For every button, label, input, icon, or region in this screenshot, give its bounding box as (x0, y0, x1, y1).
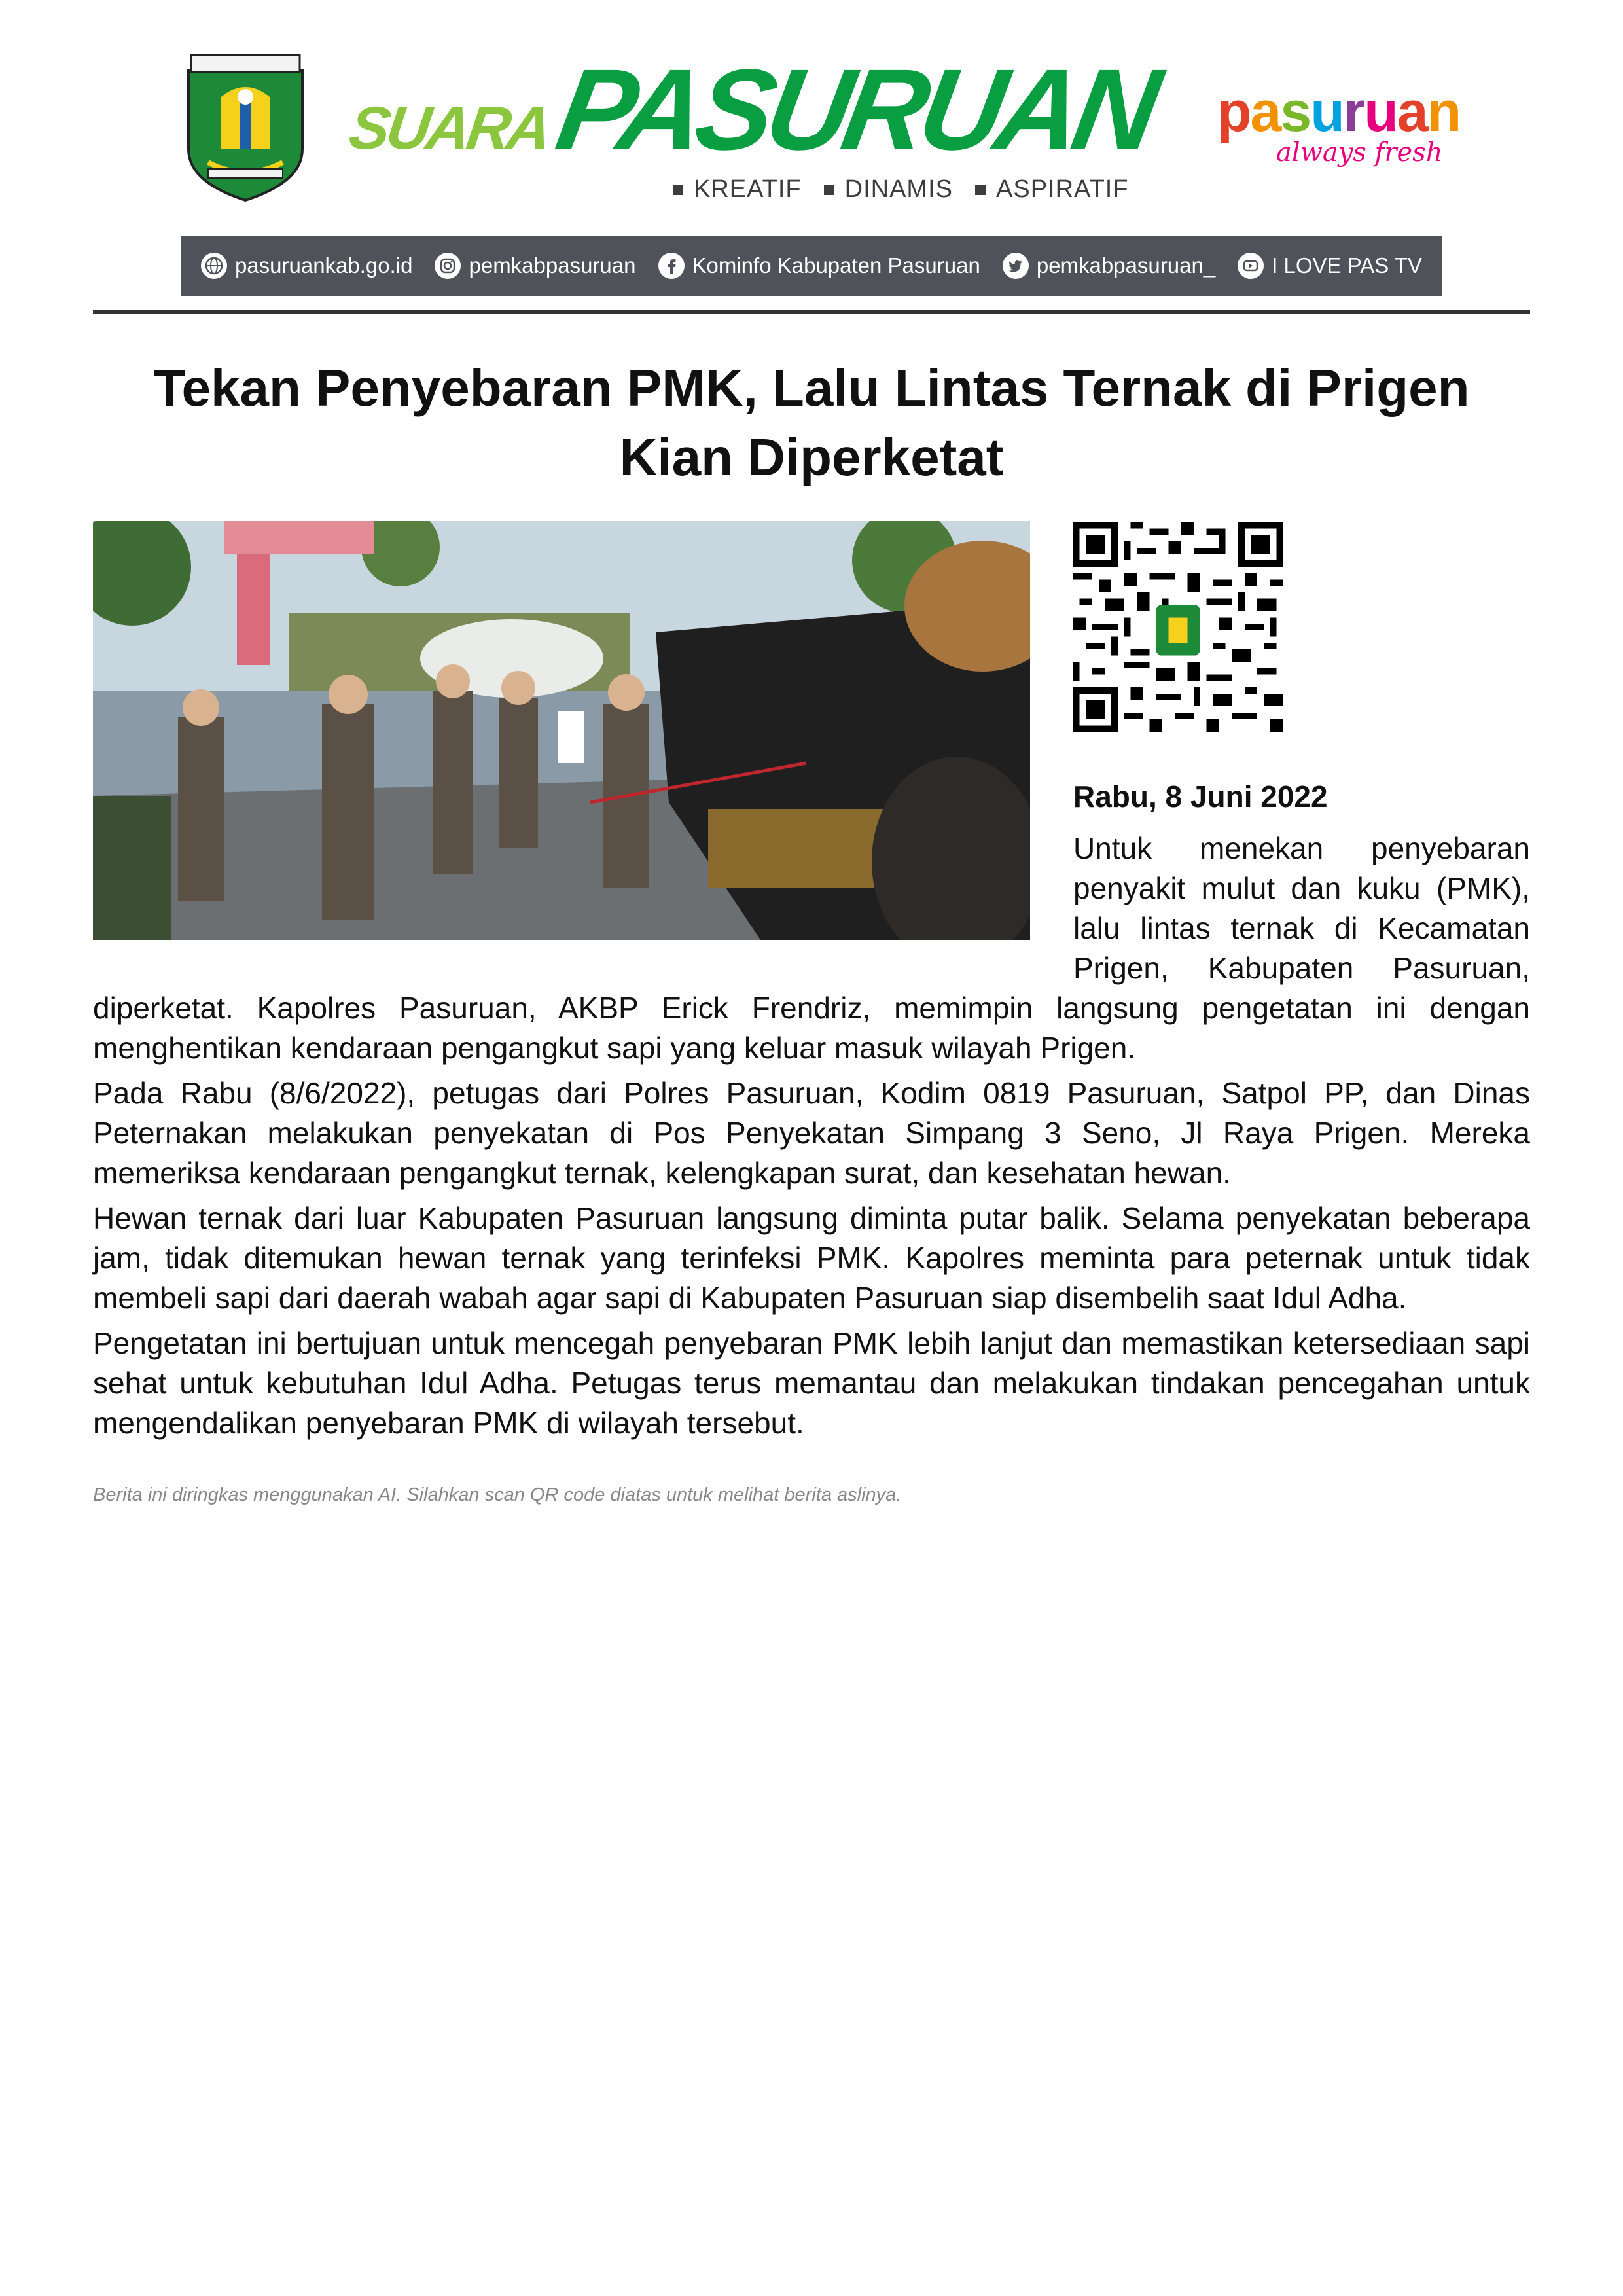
pasuruan-always-fresh-logo (1217, 77, 1461, 182)
globe-icon (201, 253, 227, 279)
tagline-item: KREATIF (673, 175, 802, 204)
logo-wordmark: pasuruan (1217, 81, 1461, 143)
facebook-icon (658, 253, 685, 279)
article-paragraph: diperketat. Kapolres Pasuruan, AKBP Erick Frendriz, memimpin langsung pengetatan ini dengan menghentikan kendaraan pengangkut sapi yang keluar masuk wilayah Prigen. (93, 991, 1530, 1065)
logo-tagline: always fresh (1276, 137, 1443, 168)
article-paragraph: Pada Rabu (8/6/2022), petugas dari Polres Pasuruan, Kodim 0819 Pasuruan, Satpol PP, dan Dinas Peternakan melakukan penyekatan di Pos Penyekatan Simpang 3 Seno, Jl Raya Prigen. Mereka memeriksa kendaraan pengangkut ternak, kelengkapan surat, dan kesehatan hewan. (93, 1076, 1530, 1190)
article-paragraph: Hewan ternak dari luar Kabupaten Pasuruan langsung diminta putar balik. Selama penyekatan beberapa jam, tidak ditemukan hewan ternak yang terinfeksi PMK. Kapolres meminta para peternak untuk tidak membeli sapi dari daerah wabah agar sapi di Kabupaten Pasuruan siap disembelih saat Idul Adha. (93, 1201, 1530, 1315)
article-date: Rabu, 8 Juni 2022 (1073, 780, 1328, 814)
brand-tagline (673, 175, 1129, 204)
social-links-bar (181, 236, 1442, 296)
instagram-icon (435, 253, 461, 279)
social-link-website[interactable]: pasuruankab.go.id (201, 253, 413, 279)
tagline-item: DINAMIS (824, 175, 953, 204)
bullet-square-icon (824, 185, 834, 195)
tagline-item: ASPIRATIF (975, 175, 1129, 204)
kabupaten-crest-logo (182, 51, 309, 203)
twitter-icon (1003, 253, 1029, 279)
ai-disclaimer: Berita ini diringkas menggunakan AI. Silahkan scan QR code diatas untuk melihat berita aslinya. (93, 1484, 902, 1505)
social-link-instagram[interactable]: pemkabpasuruan (435, 253, 635, 279)
bullet-square-icon (673, 185, 683, 195)
qr-code[interactable] (1073, 522, 1283, 732)
social-link-youtube[interactable]: I LOVE PAS TV (1238, 253, 1422, 279)
bullet-square-icon (975, 185, 986, 195)
article-photo (93, 521, 1030, 940)
brand-pasuruan: PASURUAN (548, 46, 1163, 174)
youtube-icon (1238, 253, 1264, 279)
social-link-facebook[interactable]: Kominfo Kabupaten Pasuruan (658, 253, 980, 279)
article-body (93, 988, 1530, 1448)
article-lead: Untuk menekan penyebaran penyakit mulut dan kuku (PMK), lalu lintas ternak di Kecamatan Prigen, Kabupaten Pasuruan, (1073, 831, 1530, 985)
header-divider (93, 310, 1530, 314)
article-title: Tekan Penyebaran PMK, Lalu Lintas Ternak di Prigen Kian Diperketat (153, 359, 1470, 486)
social-link-twitter[interactable]: pemkabpasuruan_ (1003, 253, 1215, 279)
article-paragraph: Pengetatan ini bertujuan untuk mencegah penyebaran PMK lebih lanjut dan memastikan ketersediaan sapi sehat untuk kebutuhan Idul Adha. Petugas terus memantau dan melakukan tindakan pencegahan untuk mengendalikan penyebaran PMK di wilayah tersebut. (93, 1326, 1530, 1440)
brand-suara: SUARA (345, 95, 553, 162)
